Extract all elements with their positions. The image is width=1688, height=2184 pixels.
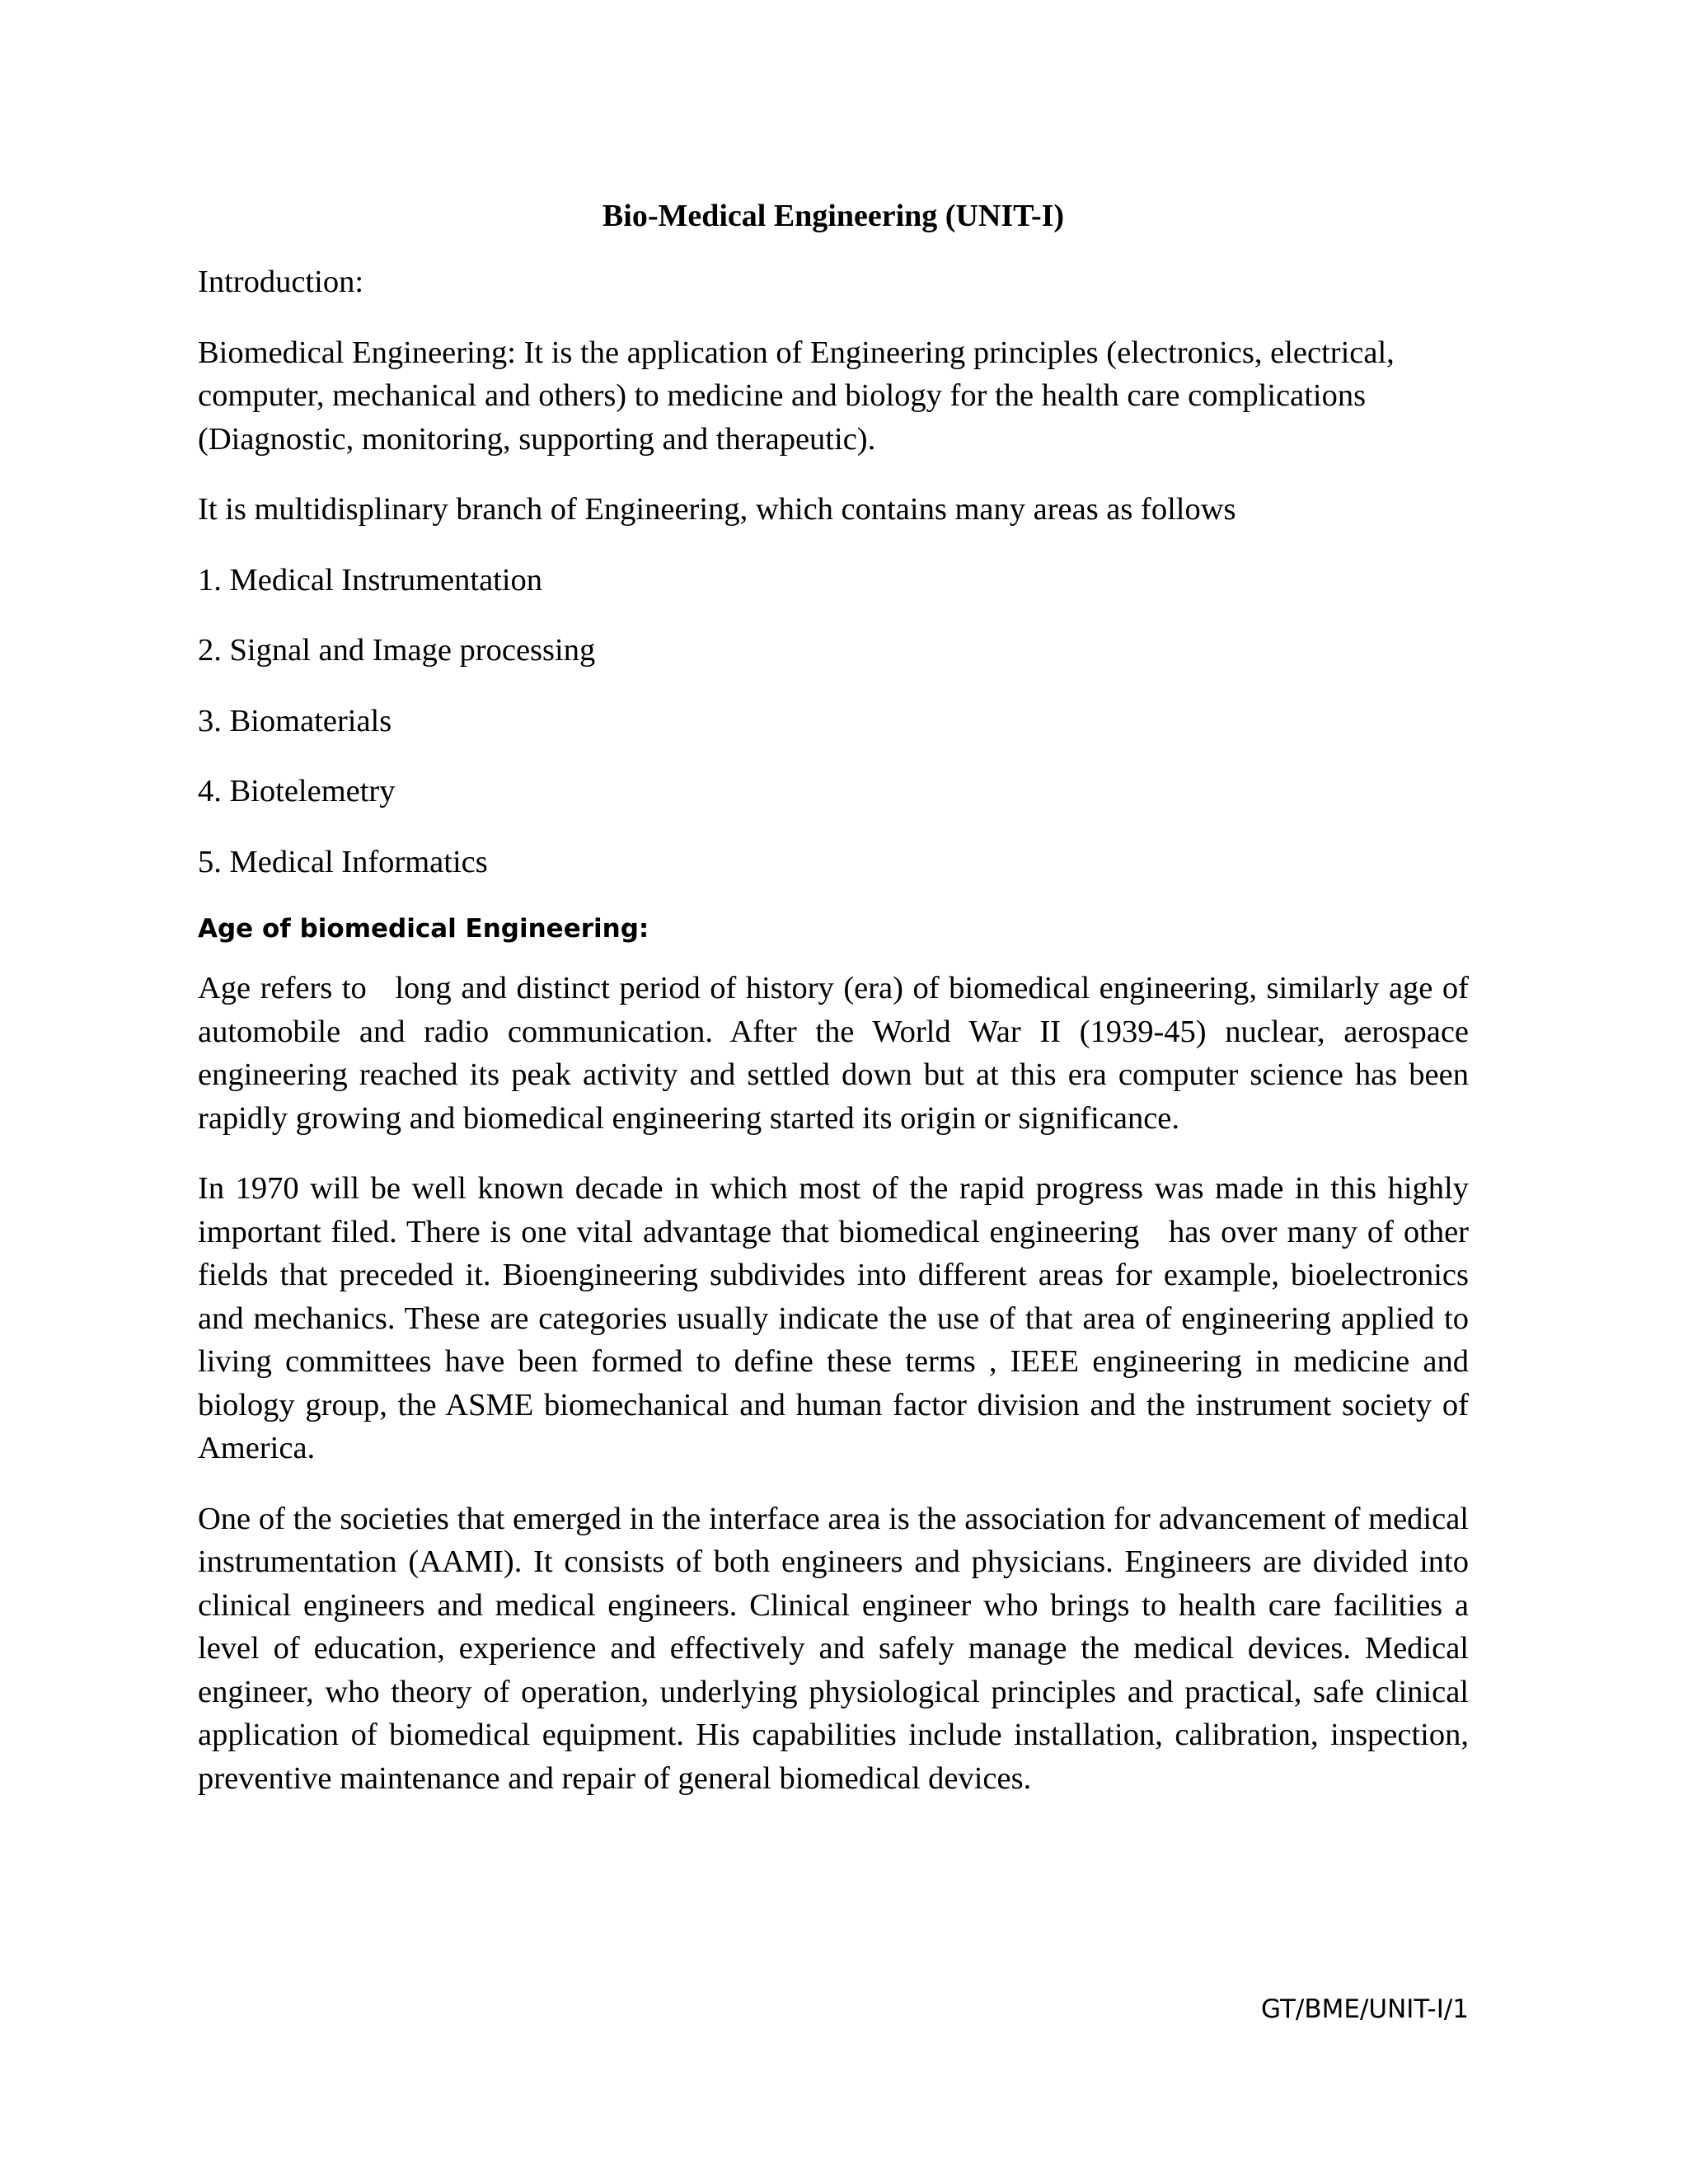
age-heading: Age of biomedical Engineering: — [198, 914, 649, 944]
list-item: 5. Medical Informatics — [198, 844, 488, 879]
list-item: 2. Signal and Image processing — [198, 633, 596, 668]
age-paragraph-3-text: One of the societies that emerged in the interface area is the association for advancement of medical instrumentation (AAMI). It consists of both engineers and physicians. Engineers are divided into clinical engineers and medical engineers. Clinical engineer who brings to health care facilities a level of education, experience and effectively and safely manage the medical devices. Medical engineer, who theory of operation, underlying physiological principles and practical, safe clinical application of biomedical equipment. His capabilities include installation, calibration, inspection, preventive maintenance and repair of general biomedical devices. — [198, 1501, 1469, 1796]
list-item: 1. Medical Instrumentation — [198, 562, 543, 598]
introduction-label: Introduction: — [198, 265, 364, 299]
definition-paragraph: Biomedical Engineering: It is the application of Engineering principles (electronics, electrical, computer, mechanical and others) to medicine and biology for the health care complications (Diagnostic, monitoring, supporting and therapeutic). — [198, 335, 1395, 457]
age-paragraph-2: In 1970 will be well known decade in which most of the rapid progress was made in this highly important filed. There is one vital advantage that biomedical engineering has over many of other fields that preceded it. Bioengineering subdivides into different areas for example, bioelectronics and mechanics. These are categories usually indicate the use of that area of engineering applied to living committees have been formed to define these terms , IEEE engineering in medicine and biology group, the ASME biomechanical and human factor division and the instrument society of America. — [198, 1171, 1477, 1465]
age-paragraph-3 — [198, 1497, 1469, 1801]
document-title: Bio-Medical Engineering (UNIT-I) — [602, 199, 1065, 233]
list-item: 3. Biomaterials — [198, 703, 392, 738]
age-paragraph-1: Age refers to long and distinct period of history (era) of biomedical engineering, similarly age of automobile and radio communication. After the World War II (1939-45) nuclear, aerospace engineering reached its peak activity and settled down but at this era computer science has been rapidly growing and biomedical engineering started its origin or significance. — [198, 971, 1477, 1136]
areas-list — [198, 559, 1469, 884]
areas-intro-paragraph: It is multidisplinary branch of Engineering, which contains many areas as follows — [198, 492, 1236, 527]
list-item: 4. Biotelemetry — [198, 774, 396, 808]
page-content — [198, 194, 1477, 1827]
page-footer: GT/BME/UNIT-I/1 — [1261, 1994, 1469, 2024]
